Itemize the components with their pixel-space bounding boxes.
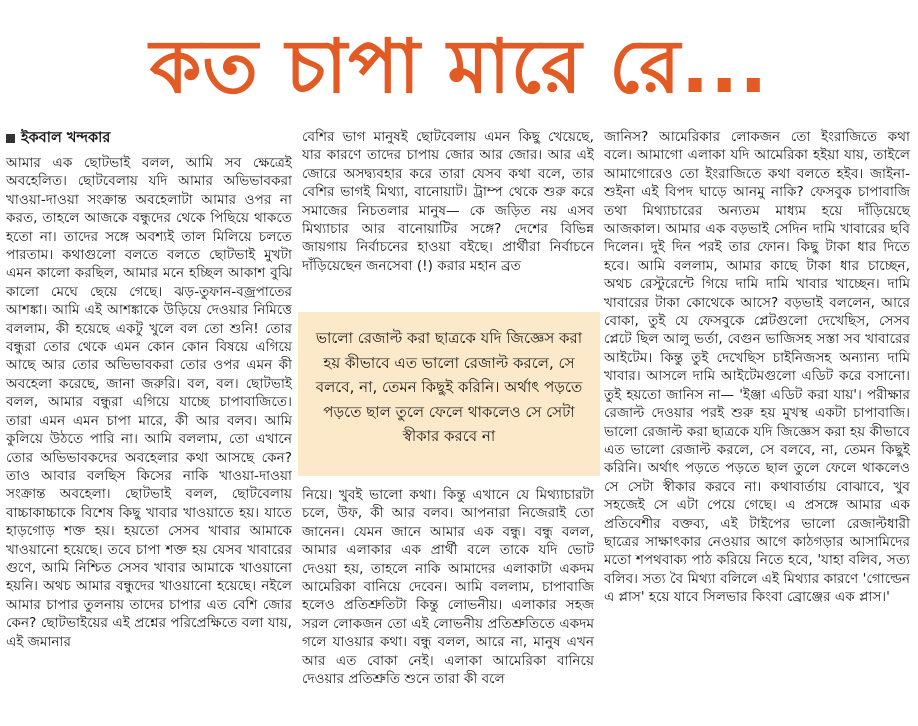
byline bbox=[6, 128, 292, 148]
pull-quote-text: ভালো রেজাল্ট করা ছাত্রকে যদি জিজ্ঞেস করা হয় কীভাবে এত ভালো রেজাল্ট করলে, সে বলবে, না, তেমন কিছুই করিনি। অর্থাৎ পড়তে পড়তে ছাল তুলে ফেলে থাকলেও সে সেটা স্বীকার করবে না bbox=[315, 329, 583, 446]
column-2-top-text: বেশির ভাগ মানুষই ছোটবেলায় এমন কিছু খেয়েছে, যার কারণে তাদের চাপায় জোর আর জোর। আর এই জোরে অসদ্ব্যবহার করে তারা যেসব কথা বলে, তার বেশির ভাগই মিথ্যা, বানোয়াট। ট্রাম্প থেকে শুরু করে সমাজের নিচতলার মানুষ— কে জড়িত নয় এসব মিথ্যাচার আর বানোয়াটির সঙ্গে? দেশের বিভিন্ন জায়গায় নির্বাচনের হাওয়া বইছে। প্রার্থীরা নির্বাচনে দাঁড়িয়েছেন জনসেবা (!) করার মহান ব্রত bbox=[302, 129, 594, 274]
article-column-2-top bbox=[302, 128, 594, 303]
column-2-bottom-text: নিয়ে। খুবই ভালো কথা। কিন্তু এখানে যে মিথ্যাচারটা চলে, উফ, কী আর বলব। আপনারা নিজেরাই তো জানেন। যেমন জানে আমার এক বন্ধু। বন্ধু বলল, আমার এলাকার এক প্রার্থী বলে তাকে যদি ভোট দেওয়া হয়, তাহলে নাকি আমাদের এলাকাটা একদম আমেরিকা বানিয়ে দেবেন। আমি বললাম, চাপাবাজি হলেও প্রতিশ্রুতিটা কিন্তু লোভনীয়। এলাকার সহজ সরল লোকজন তো এই লোভনীয় প্রতিশ্রুতিতে একদম গলে যাওয়ার কথা। বন্ধু বলল, আরে না, মানুষ এখন আর এত বোকা নেই। এলাকা আমেরিকা বানিয়ে দেওয়ার প্রতিশ্রুতি শুনে তারা কী বলে bbox=[302, 487, 594, 688]
column-1-text: আমার এক ছোটভাই বলল, আমি সব ক্ষেত্রেই অবহেলিত। ছোটবেলায় যদি আমার অভিভাবকরা খাওয়া-দাওয়া সংক্রান্ত অবহেলাটা আমার ওপর না করত, তাহলে আজকে বন্ধুদের থেকে পিছিয়ে থাকতে হতো না। তাদের সঙ্গে অবশ্যই তাল মিলিয়ে চলতে পারতাম। কথাগুলো বলতে বলতে ছোটভাই মুখটা এমন কালো করছিল, আমার মনে হচ্ছিল আকাশ বুঝি কালো মেঘে ছেয়ে গেছে। ঝড়-তুফান-বজ্রপাতের আশঙ্কা। আমি এই আশঙ্কাকে উড়িয়ে দেওয়ার নিমিত্তে বললাম, কী হয়েছে একটু খুলে বল তো শুনি! তোর বন্ধুরা তোর থেকে এমন কোন কোন বিষয়ে এগিয়ে আছে আর তোর অভিভাবকরা তোর ওপর এমন কী অবহেলা করেছে, জানা জরুরি। বল, বল। ছোটভাই বলল, আমার বন্ধুরা এগিয়ে যাচ্ছে চাপাবাজিতে। তারা এমন এমন চাপা মারে, কী আর বলব। আমি কুলিয়ে উঠতে পারি না। আমি বললাম, তো এখানে তোর অভিভাবকদের অবহেলার কথা আসছে কেন? তাও আবার বলছিস কিসের নাকি খাওয়া-দাওয়া সংক্রান্ত অবহেলা। ছোটভাই বলল, ছোটবেলায় বাচ্চাকাচ্চাকে বিশেষ কিছু খাবার খাওয়াতে হয়। যাতে হাড়গোড় শক্ত হয়। হয়তো সেসব খাবার আমাকে খাওয়ানো হয়েছে। তবে চাপা শক্ত হয় যেসব খাবারের গুণে, আমি নিশ্চিত সেসব খাবার আমাকে খাওয়ানো হয়নি। অথচ আমার বন্ধুদের খাওয়ানো হয়েছে। নইলে আমার চাপার তুলনায় তাদের চাপার এত বেশি জোর কেন? ছোটভাইয়ের এই প্রশ্নের পরিপ্রেক্ষিতে বলা যায়, এই জমানার bbox=[6, 155, 292, 650]
article-column-2-bottom bbox=[302, 486, 594, 688]
article-column-1 bbox=[6, 128, 292, 651]
column-3-text: জানিস? আমেরিকার লোকজন তো ইংরাজিতে কথা বলে। আমাগো এলাকা যদি আমেরিকা হইয়া যায়, তাইলে আমাগোরেও তো ইংরাজিতে কথা বলতে হইব। জাইনা-শুইনা এই বিপদ ঘাড়ে আনমু নাকি? ফেসবুক চাপাবাজি তথা মিথ্যাচারের অন্যতম মাধ্যম হয়ে দাঁড়িয়েছে আজকাল। আমার এক বড়ভাই সেদিন দামি খাবারের ছবি দিলেন। দুই দিন পরই তার ফোন। কিছু টাকা ধার দিতে হবে। আমি বললাম, আমার কাছে টাকা ধার চাচ্ছেন, অথচ রেস্টুরেন্টে গিয়ে দামি দামি খাবার খাচ্ছেন। দামি খাবারের টাকা কোথেকে আসে? বড়ভাই বললেন, আরে বোকা, তুই যে ফেসবুকে প্লেটগুলো দেখেছিস, সেসব প্লেটে ছিল আলু ভর্তা, বেগুন ভাজিসহ সস্তা সব খাবারের আইটেম। কিন্তু তুই দেখেছিস চাইনিজসহ অন্যান্য দামি খাবার। আসলে দামি আইটেমগুলো এডিট করে বসানো। তুই হয়তো জানিস না— 'ইঞ্জা এডিট করা যায়'। পরীক্ষার রেজাল্ট দেওয়ার পরই শুরু হয় মুখস্থ একটা চাপাবাজি। ভালো রেজাল্ট করা ছাত্রকে যদি জিজ্ঞেস করা হয় কীভাবে এত ভালো রেজাল্ট করলে, সে বলবে, না, তেমন কিছুই করিনি। অর্থাৎ পড়তে পড়তে ছাল তুলে ফেলে থাকলেও সে সেটা স্বীকার করবে না। কথাবার্তায় বোঝাবে, খুব সহজেই সে এটা পেয়ে গেছে। এ প্রসঙ্গে আমার এক প্রতিবেশীর বক্তব্য, এই টাইপের ভালো রেজাল্টধারী ছাত্রের সাক্ষাৎকার নেওয়ার আগে কাঠগড়ার আসামিদের মতো শপথবাক্য পাঠ করিয়ে নিতে হবে, 'যাহা বলিব, সত্য বলিব। সত্য বৈ মিথ্যা বলিলে এই মিথ্যার কারণে 'গোল্ডেন এ প্লাস' হয়ে যাবে সিলভার কিংবা ব্রোঞ্জের এক প্লাস।' bbox=[604, 129, 910, 606]
byline-square-icon bbox=[6, 134, 15, 143]
author-name: ইকবাল খন্দকার bbox=[21, 130, 111, 146]
article-column-3 bbox=[604, 128, 910, 607]
headline: কত চাপা মারে রে... bbox=[149, 24, 769, 110]
pull-quote-box bbox=[298, 312, 600, 476]
